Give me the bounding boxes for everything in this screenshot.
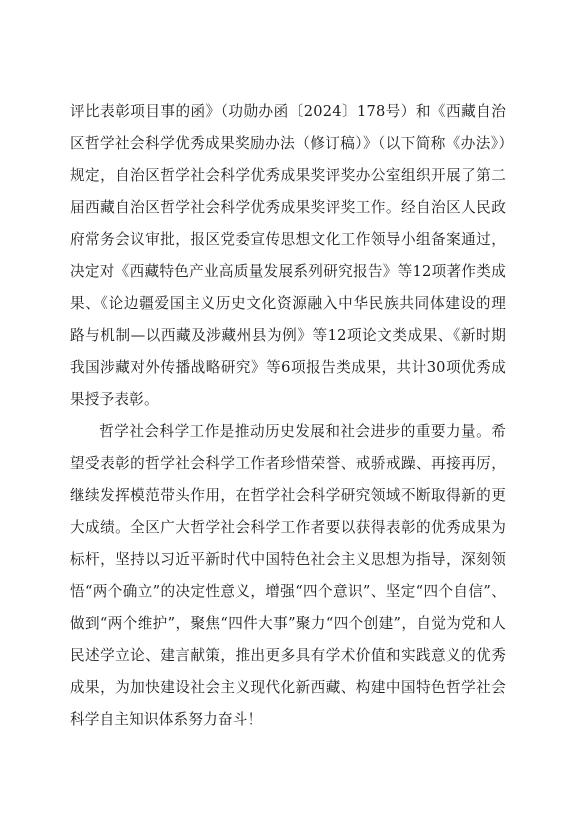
paragraph-awards-decision: 评比表彰项目事的函》（功勋办函〔2024〕178号）和《西藏自治区哲学社会科学优秀成果奖励办法（修订稿）》（以下简称《办法》）规定，自治区哲学社会科学优秀成果奖评奖办公室组织开展了第二届西藏自治区哲学社会科学优秀成果奖评奖工作。经自治区人民政府常务会议审批，报区党委宣传思想文化工作领导小组备案通过，决定对《西藏特色产业高质量发展系列研究报告》等12项著作类成果、《论边疆爱国主义历史文化资源融入中华民族共同体建设的理路与机制—以西藏及涉藏州县为例》等12项论文类成果、《新时期我国涉藏对外传播战略研究》等6项报告类成果，共计30项优秀成果授予表彰。 [70, 103, 506, 408]
body-text [70, 96, 506, 736]
paragraph-call-to-action: 哲学社会科学工作是推动历史发展和社会进步的重要力量。希望受表彰的哲学社会科学工作者珍惜荣誉、戒骄戒躁、再接再厉，继续发挥模范带头作用，在哲学社会科学研究领域不断取得新的更大成绩。全区广大哲学社会科学工作者要以获得表彰的优秀成果为标杆，坚持以习近平新时代中国特色社会主义思想为指导，深刻领悟“两个确立”的决定性意义，增强“四个意识”、坚定“四个自信”、做到“两个维护”，聚焦“四件大事”聚力“四个创建”，自觉为党和人民述学立论、建言献策，推出更多具有学术价值和实践意义的优秀成果，为加快建设社会主义现代化新西藏、构建中国特色哲学社会科学自主知识体系努力奋斗！ [70, 423, 506, 728]
